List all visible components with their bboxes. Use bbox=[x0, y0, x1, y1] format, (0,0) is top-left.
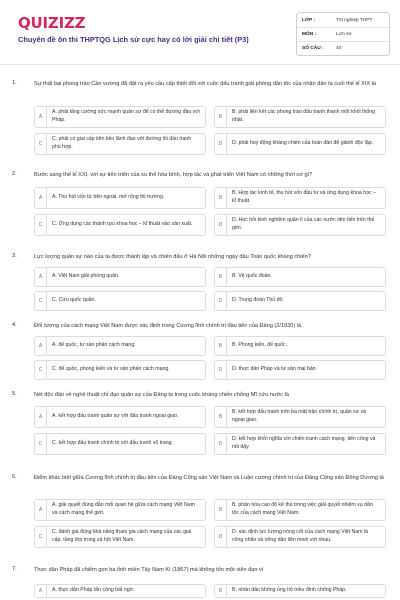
option-letter: D bbox=[215, 434, 227, 454]
question-number: 1. bbox=[12, 80, 17, 86]
option-text: D. thực dân Pháp và tư sản mại bản bbox=[232, 366, 316, 373]
header-divider bbox=[0, 64, 400, 65]
option-d[interactable] bbox=[214, 291, 386, 311]
option-text: C. phải có giai cấp tiên tiến lãnh đạo với đường lối đấu tranh phù hợp. bbox=[52, 136, 192, 150]
option-letter: A bbox=[35, 107, 47, 127]
option-letter: D bbox=[215, 527, 227, 547]
question-number: 3. bbox=[12, 253, 17, 259]
option-a[interactable] bbox=[34, 267, 206, 287]
option-a[interactable] bbox=[34, 336, 206, 356]
option-letter: D bbox=[215, 134, 227, 154]
info-row-subject bbox=[297, 27, 389, 41]
question-text: Đối tượng của cách mạng Việt Nam được xác định trong Cương lĩnh chính trị đầu tiên của Đảng (2/1930) là bbox=[34, 323, 302, 329]
info-label: MÔN : bbox=[302, 32, 317, 37]
option-d[interactable] bbox=[214, 526, 386, 548]
option-c[interactable] bbox=[34, 526, 206, 548]
question-text: Lực lượng quân sự nào của ta được thành lập và chiến đấu ở Hà Nội những ngày đầu Toàn quốc kháng chiến? bbox=[34, 254, 311, 260]
option-letter: A bbox=[35, 407, 47, 427]
option-letter: B bbox=[215, 337, 227, 355]
option-a[interactable] bbox=[34, 187, 206, 209]
question-number: 4. bbox=[12, 322, 17, 328]
option-letter: C bbox=[35, 134, 47, 154]
question-text: Thực dân Pháp đã chiếm gọn ba tỉnh miền Tây Nam Kì (1867) mà không tốn một viên đạn vì bbox=[34, 567, 264, 573]
option-d[interactable] bbox=[214, 360, 386, 380]
option-letter: A bbox=[35, 268, 47, 286]
option-text: B. Hợp tác kinh tế, thu hút vốn đầu tư và ứng dụng khoa học – kĩ thuật. bbox=[232, 190, 376, 204]
question-text: Nét độc đáo về nghệ thuật chỉ đạo quân sự của Đảng ta trong cuộc kháng chiến chống Mĩ cứu nước là bbox=[34, 392, 289, 398]
option-text: D. phải huy động kháng chiến của toàn dân để giành độc lập. bbox=[232, 140, 374, 147]
option-letter: C bbox=[35, 361, 47, 379]
option-text: B. Phong kiến, đế quốc. bbox=[232, 342, 288, 349]
option-letter: B bbox=[215, 188, 227, 208]
option-letter: D bbox=[215, 292, 227, 310]
option-a[interactable] bbox=[34, 106, 206, 128]
question-number: 2. bbox=[12, 171, 17, 177]
option-text: A. giải quyết đúng đắn mối quan hệ giữa cách mạng Việt Nam và cách mạng thế giới. bbox=[52, 502, 195, 516]
option-text: C. đánh giá đúng khả năng tham gia cách mạng của các giai cấp, tầng lớp trong xã hội Việt Nam. bbox=[52, 529, 192, 543]
option-text: C. đế quốc, phong kiến và tư sản phản cách mạng. bbox=[52, 366, 170, 373]
option-text: A. Thu hút vốn từ bên ngoài, mở rộng thị trường. bbox=[52, 194, 165, 201]
option-text: C. Cứu quốc quân. bbox=[52, 297, 96, 304]
option-text: D. kết hợp khởi nghĩa với chiến tranh cách mạng, tiến công và nổi dậy. bbox=[232, 436, 376, 450]
option-b[interactable] bbox=[214, 499, 386, 521]
option-text: A. thực dân Pháp tấn công bất ngờ. bbox=[52, 587, 135, 594]
option-b[interactable] bbox=[214, 336, 386, 356]
info-value: 40 bbox=[336, 46, 342, 51]
option-a[interactable] bbox=[34, 406, 206, 428]
option-letter: A bbox=[35, 500, 47, 520]
option-letter: A bbox=[35, 337, 47, 355]
option-letter: B bbox=[215, 500, 227, 520]
option-text: B. nhân dân không ủng hộ triều đình chống Pháp. bbox=[232, 587, 347, 594]
question-text: Sự thất bại phong trào Cần vương đã đặt ra yêu cầu cấp thiết đổi với cuộc đấu tranh giải phóng dân tộc của nhân dân ta cuối thế kỉ XIX là bbox=[34, 81, 376, 87]
option-b[interactable] bbox=[214, 406, 386, 428]
option-b[interactable] bbox=[214, 187, 386, 209]
option-letter: B bbox=[215, 585, 227, 597]
option-text: C. kết hợp đấu tranh chính trị với đấu tranh vũ trang. bbox=[52, 440, 173, 447]
option-text: B. phản hóa cao độ kẻ thù trong việc giải quyết nhiệm vụ dân tộc của cách mạng Việt Nam. bbox=[232, 502, 373, 516]
option-letter: B bbox=[215, 107, 227, 127]
option-text: D. xác định lực lượng nòng cốt của cách mạng Việt Nam là công nhân và nông dân liên minh với nhau. bbox=[232, 529, 368, 543]
question-number: 7. bbox=[12, 566, 17, 572]
option-letter: C bbox=[35, 292, 47, 310]
option-c[interactable] bbox=[34, 291, 206, 311]
info-box bbox=[296, 12, 390, 56]
option-text: A. kết hợp đấu tranh quân sự với đấu tranh ngoại giao. bbox=[52, 413, 179, 420]
option-b[interactable] bbox=[214, 584, 386, 598]
option-text: A. Việt Nam giải phóng quân. bbox=[52, 273, 120, 280]
question-text: Điểm khác biệt giữa Cương lĩnh chính trị đầu tiên của Đảng Cộng sản Việt Nam và Luận cương chính trị của Đảng Cộng sản Đông Dương là bbox=[34, 475, 384, 481]
info-label: SỐ CÂU : bbox=[302, 46, 324, 51]
option-text: A. đế quốc, tư sản phản cách mạng. bbox=[52, 342, 136, 349]
option-letter: C bbox=[35, 527, 47, 547]
info-label: LỚP : bbox=[302, 17, 316, 23]
quizizz-logo: QUIZIZZ bbox=[18, 14, 86, 32]
option-letter: B bbox=[215, 268, 227, 286]
option-text: D. Học hỏi kinh nghiệm quản lí của các nước tiên tiến trên thế giới. bbox=[232, 217, 375, 231]
option-text: A. phải tăng cường sức mạnh quân sự để có thể đương đầu với Pháp. bbox=[52, 109, 200, 123]
page-header bbox=[0, 0, 400, 64]
option-text: C. Ứng dụng các thành tựu khoa học – kĩ thuật vào sản xuất. bbox=[52, 221, 193, 228]
option-letter: A bbox=[35, 188, 47, 208]
option-c[interactable] bbox=[34, 433, 206, 455]
question-number: 5. bbox=[12, 391, 17, 397]
info-value: Lịch sử bbox=[336, 32, 352, 37]
option-text: B. phải liên kết các phong trào đấu tranh thành một khối thống nhất. bbox=[232, 109, 376, 123]
option-d[interactable] bbox=[214, 433, 386, 455]
info-value: Tốt nghiệp THPT bbox=[336, 17, 373, 23]
option-letter: C bbox=[35, 215, 47, 235]
option-text: D. Trung đoàn Thủ đô. bbox=[232, 297, 284, 304]
option-letter: D bbox=[215, 215, 227, 235]
option-letter: C bbox=[35, 434, 47, 454]
option-letter: A bbox=[35, 585, 47, 597]
option-b[interactable] bbox=[214, 106, 386, 128]
option-c[interactable] bbox=[34, 360, 206, 380]
option-text: B. kết hợp đấu tranh trên ba mặt trận chính trị, quân sự và ngoại giao. bbox=[232, 409, 367, 423]
question-number: 6. bbox=[12, 474, 17, 480]
option-a[interactable] bbox=[34, 499, 206, 521]
info-row-class bbox=[297, 13, 389, 27]
info-row-count bbox=[297, 41, 389, 55]
option-b[interactable] bbox=[214, 267, 386, 287]
option-c[interactable] bbox=[34, 214, 206, 236]
question-text: Bước sang thế kỉ XXI, với sự tiến triển của xu thế hòa bình, hợp tác và phát triển Việt Nam có những thời cơ gì? bbox=[34, 172, 313, 178]
option-letter: B bbox=[215, 407, 227, 427]
option-c[interactable] bbox=[34, 133, 206, 155]
option-a[interactable] bbox=[34, 584, 206, 598]
option-d[interactable] bbox=[214, 133, 386, 155]
document-title: Chuyên đề ôn thi THPTQG Lịch sử cực hay có lời giải chi tiết (P3) bbox=[18, 35, 249, 44]
option-text: B. Vệ quốc đoàn. bbox=[232, 273, 272, 280]
option-d[interactable] bbox=[214, 214, 386, 236]
option-letter: D bbox=[215, 361, 227, 379]
